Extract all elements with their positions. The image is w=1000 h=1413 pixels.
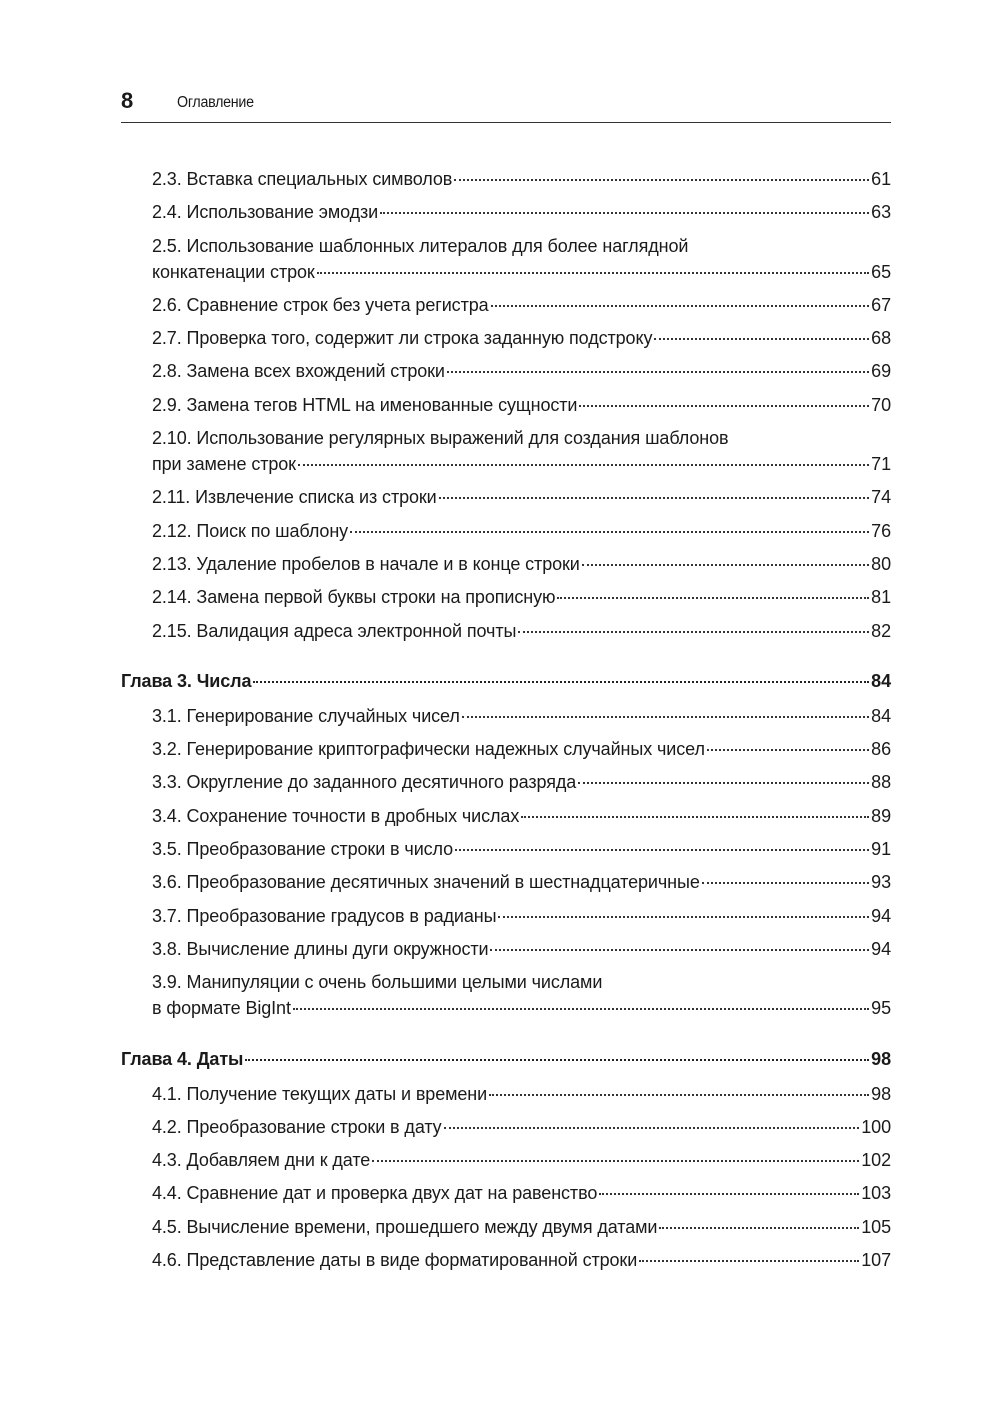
entry-page-number: 93 — [871, 872, 891, 893]
toc-section-entry — [121, 1180, 891, 1206]
entry-page-number: 65 — [871, 261, 891, 282]
dot-leader — [518, 631, 869, 633]
dot-leader — [447, 371, 869, 373]
page-number: 8 — [121, 88, 134, 113]
running-title: Оглавление — [177, 94, 254, 111]
entry-page-number: 81 — [871, 587, 891, 608]
toc-section-entry — [121, 358, 891, 384]
toc-section-entry — [121, 736, 891, 762]
entry-title: 2.6. Сравнение строк без учета регистра — [152, 294, 489, 315]
entry-page-number: 69 — [871, 361, 891, 382]
entry-title: 2.7. Проверка того, содержит ли строка заданную подстроку — [152, 328, 653, 349]
dot-leader — [557, 597, 869, 599]
toc-section-entry — [121, 1214, 891, 1240]
toc-section-entry — [121, 233, 891, 285]
entry-page-number: 80 — [871, 553, 891, 574]
toc-section-entry — [121, 392, 891, 418]
entry-title: 2.9. Замена тегов HTML на именованные сущности — [152, 394, 578, 415]
entry-page-number: 84 — [871, 670, 891, 691]
toc-section-entry — [121, 936, 891, 962]
dot-leader — [253, 681, 869, 683]
toc-section-entry — [121, 292, 891, 318]
dot-leader — [639, 1260, 859, 1262]
toc-section-entry — [121, 1247, 891, 1273]
entry-page-number: 103 — [861, 1183, 891, 1204]
entry-page-number: 91 — [871, 839, 891, 860]
dot-leader — [490, 949, 869, 951]
dot-leader — [489, 1094, 869, 1096]
entry-title: 4.3. Добавляем дни к дате — [152, 1150, 371, 1171]
entry-title: 3.4. Сохранение точности в дробных числах — [152, 805, 520, 826]
toc-section-entry — [121, 1147, 891, 1173]
entry-title: 3.1. Генерирование случайных чисел — [152, 705, 460, 726]
toc-section-entry — [121, 769, 891, 795]
entry-page-number: 68 — [871, 328, 891, 349]
entry-page-number: 61 — [871, 169, 891, 189]
table-of-contents — [121, 166, 891, 1280]
entry-title: Глава 3. Числа — [121, 670, 252, 691]
entry-title: 3.5. Преобразование строки в число — [152, 839, 454, 860]
chapter-spacer — [121, 1029, 891, 1046]
entry-title: конкатенации строк — [152, 261, 315, 282]
entry-title: 2.11. Извлечение списка из строки — [152, 487, 437, 508]
toc-section-entry — [121, 703, 891, 729]
entry-page-number: 89 — [871, 805, 891, 826]
entry-page-number: 94 — [871, 938, 891, 959]
entry-page-number: 67 — [871, 294, 891, 315]
entry-title: 2.15. Валидация адреса электронной почты — [152, 620, 517, 641]
toc-section-entry — [121, 903, 891, 929]
entry-page-number: 86 — [871, 739, 891, 760]
entry-page-number: 70 — [871, 394, 891, 415]
entry-title: 3.8. Вычисление длины дуги окружности — [152, 938, 489, 959]
entry-title: 4.2. Преобразование строки в дату — [152, 1116, 442, 1137]
entry-page-number: 84 — [871, 705, 891, 726]
entry-title: 4.6. Представление даты в виде форматированной строки — [152, 1250, 638, 1271]
entry-title: 2.13. Удаление пробелов в начале и в конце строки — [152, 553, 580, 574]
entry-title: 2.8. Замена всех вхождений строки — [152, 361, 445, 382]
dot-leader — [298, 464, 869, 466]
dot-leader — [599, 1193, 859, 1195]
entry-title-line1: 2.10. Использование регулярных выражений для создания шаблонов — [152, 428, 729, 449]
entry-title: 2.12. Поиск по шаблону — [152, 520, 349, 541]
dot-leader — [454, 179, 869, 181]
toc-section-entry — [121, 484, 891, 510]
toc-section-entry — [121, 199, 891, 225]
toc-section-entry — [121, 166, 891, 192]
entry-page-number: 98 — [871, 1048, 891, 1069]
toc-section-entry — [121, 425, 891, 477]
entry-title: 3.7. Преобразование градусов в радианы — [152, 905, 497, 926]
entry-title: 3.2. Генерирование криптографически надежных случайных чисел — [152, 739, 705, 760]
dot-leader — [498, 916, 869, 918]
toc-section-entry — [121, 869, 891, 895]
dot-leader — [350, 531, 869, 533]
page-header — [121, 88, 891, 123]
dot-leader — [245, 1059, 869, 1061]
dot-leader — [578, 782, 869, 784]
entry-page-number: 107 — [861, 1250, 891, 1271]
entry-page-number: 71 — [871, 454, 891, 475]
dot-leader — [372, 1160, 859, 1162]
entry-page-number: 88 — [871, 772, 891, 793]
entry-title: 4.1. Получение текущих даты и времени — [152, 1083, 488, 1104]
dot-leader — [582, 564, 869, 566]
entry-title: 2.14. Замена первой буквы строки на прописную — [152, 587, 556, 608]
toc-section-entry — [121, 325, 891, 351]
dot-leader — [317, 272, 869, 274]
entry-page-number: 82 — [871, 620, 891, 641]
entry-page-number: 98 — [871, 1083, 891, 1104]
dot-leader — [491, 305, 870, 307]
chapter-spacer — [121, 651, 891, 668]
toc-section-entry — [121, 518, 891, 544]
entry-title: Глава 4. Даты — [121, 1048, 244, 1069]
entry-title: в формате BigInt — [152, 998, 291, 1019]
dot-leader — [462, 716, 869, 718]
toc-section-entry — [121, 969, 891, 1021]
dot-leader — [380, 212, 869, 214]
entry-title: 2.3. Вставка специальных символов — [152, 169, 453, 189]
dot-leader — [659, 1227, 859, 1229]
entry-page-number: 94 — [871, 905, 891, 926]
entry-title: 4.4. Сравнение дат и проверка двух дат на равенство — [152, 1183, 598, 1204]
entry-title: при замене строк — [152, 454, 296, 475]
toc-section-entry — [121, 1114, 891, 1140]
toc-chapter-entry — [121, 1046, 891, 1072]
dot-leader — [702, 882, 869, 884]
toc-section-entry — [121, 618, 891, 644]
entry-page-number: 100 — [861, 1116, 891, 1137]
entry-page-number: 63 — [871, 202, 891, 223]
dot-leader — [444, 1127, 860, 1129]
toc-section-entry — [121, 584, 891, 610]
entry-page-number: 76 — [871, 520, 891, 541]
entry-title: 4.5. Вычисление времени, прошедшего между двумя датами — [152, 1216, 658, 1237]
toc-section-entry — [121, 1081, 891, 1107]
entry-title: 3.6. Преобразование десятичных значений в шестнадцатеричные — [152, 872, 700, 893]
toc-section-entry — [121, 836, 891, 862]
entry-page-number: 105 — [861, 1216, 891, 1237]
entry-page-number: 102 — [861, 1150, 891, 1171]
toc-chapter-entry — [121, 668, 891, 694]
entry-page-number: 74 — [871, 487, 891, 508]
dot-leader — [654, 338, 869, 340]
entry-page-number: 95 — [871, 998, 891, 1019]
entry-title-line1: 2.5. Использование шаблонных литералов для более наглядной — [152, 235, 689, 256]
dot-leader — [707, 749, 869, 751]
entry-title: 2.4. Использование эмодзи — [152, 202, 379, 223]
toc-section-entry — [121, 551, 891, 577]
dot-leader — [521, 816, 869, 818]
toc-section-entry — [121, 803, 891, 829]
dot-leader — [439, 497, 870, 499]
dot-leader — [455, 849, 869, 851]
entry-title-line1: 3.9. Манипуляции с очень большими целыми числами — [152, 972, 603, 993]
entry-title: 3.3. Округление до заданного десятичного разряда — [152, 772, 577, 793]
dot-leader — [293, 1008, 869, 1010]
dot-leader — [579, 405, 869, 407]
